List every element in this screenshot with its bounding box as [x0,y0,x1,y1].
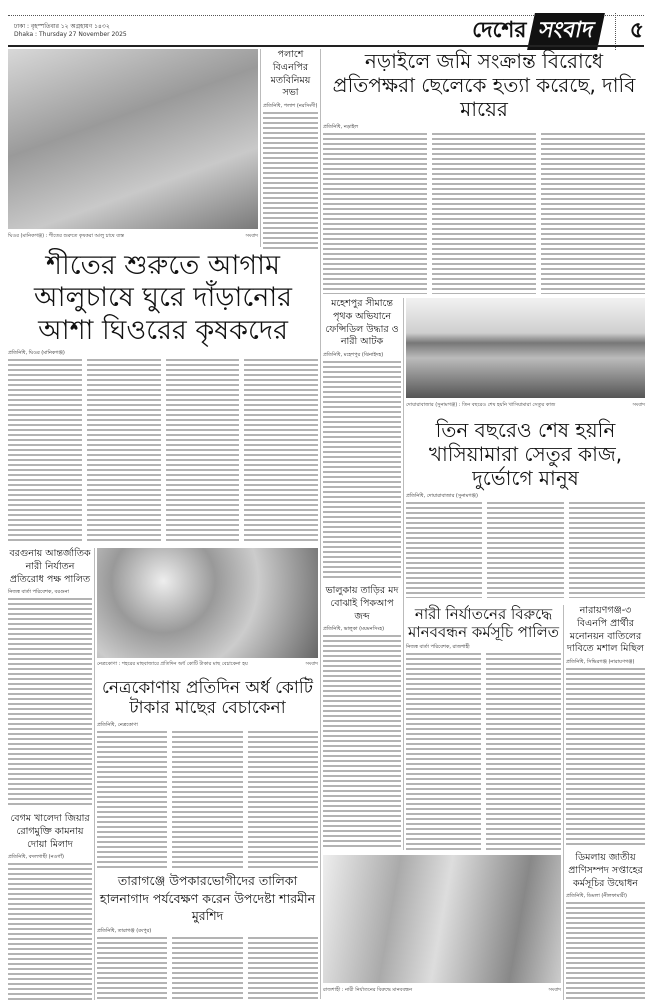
byline-taraganj: প্রতিনিধি, তারাগঞ্জ (রংপুর) [97,927,152,934]
body-barguna-columns [8,598,92,808]
story-maheshpur [323,298,401,580]
body-potato-col4 [244,359,318,544]
byline-narayanganj: প্রতিনিধি, সিদ্ধিরগঞ্জ (নারায়ণগঞ্জ) [566,659,635,666]
photo-human-chain [323,855,561,983]
body-khaleda-zia [8,863,92,1001]
date-bangla: ঢাকা : বৃহস্পতিবার ১২ অগ্রহায়ণ ১৪৩২ [14,23,110,30]
body-maheshpur-columns [323,361,401,580]
caption-credit: সংবাদ [632,402,645,408]
body-potato-col3 [166,359,240,544]
story-bhaluka [323,585,401,850]
body-rajshahi-columns [406,653,561,850]
byline-barguna: নিজস্ব বার্তা পরিবেশক, বরগুনা [8,589,69,596]
caption-text: দোয়ারাবাজার (সুনামগঞ্জ) : তিন বছরেও শেষ হয়নি খাসিয়ামারা সেতুর কাজ [406,402,556,408]
story-potato [8,250,318,544]
body-netrokona-col2 [172,731,242,868]
byline-bridge: প্রতিনিধি, দোয়ারাবাজার (সুনামগঞ্জ) [406,493,478,499]
caption-photo-1 [8,233,258,239]
body-taraganj-col3 [248,937,318,1002]
story-narayanganj [566,605,645,848]
column-divider [403,298,404,850]
body-narayanganj-columns [566,668,645,848]
headline-narayanganj: নারায়ণগঞ্জ-৩ বিএনপি প্রার্থীর মনোনয়ন বাতিলের দাবিতে মশাল মিছিল [566,605,644,655]
byline-rajshahi: নিজস্ব বার্তা পরিবেশক, রাজশাহী [406,644,470,650]
byline-netrokona: প্রতিনিধি, নেত্রকোণা [97,721,138,728]
caption-photo-2 [406,402,645,408]
story-dimla [566,852,645,1001]
story-palash [263,49,318,249]
byline-bhaluka: প্রতিনিধি, ভালুকা (ময়মনসিংহ) [323,626,385,633]
body-rajshahi-col2 [486,653,561,850]
body-rajshahi-col1 [406,653,481,850]
caption-credit: সংবাদ [305,661,318,667]
story-bridge [406,418,645,598]
date-english: Dhaka : Thursday 27 November 2025 [14,31,127,38]
body-netrokona-columns [97,731,318,868]
body-narail-col1 [323,133,427,294]
photo-fish-market [97,548,318,658]
body-bhaluka-columns [323,635,401,850]
body-bridge-columns [406,502,645,598]
body-netrokona-col3 [248,731,318,868]
body-taraganj-columns [97,937,318,1002]
caption-credit: সংবাদ [548,987,561,993]
headline-palash: পলাশে বিএনপির মতবিনিময় সভা [270,49,311,99]
body-taraganj-col1 [97,937,167,1002]
headline-khaleda-zia: বেগম খালেদা জিয়ার রোগমুক্তি কামনায় দোয়া মিলাদ [10,813,90,850]
headline-potato: শীতের শুরুতে আগাম আলুচাষে ঘুরে দাঁড়ানোর আশা ঘিওরের কৃষকদের [33,250,293,346]
body-narayanganj [566,668,645,848]
body-palash-columns [263,112,318,249]
header-bottom-rule [8,45,644,47]
body-potato-col2 [87,359,161,544]
body-bhaluka [323,635,401,850]
body-palash [263,112,318,249]
body-barguna [8,598,92,808]
byline-khaleda-zia: প্রতিনিধি, বদলগাছী (নওগাঁ) [8,854,64,861]
story-taraganj [97,872,318,1001]
headline-bhaluka: ভালুকায় তাড়ির মদ বোঝাই পিকআপ জব্দ [325,585,399,622]
header-date [8,23,472,39]
body-bridge-col2 [487,502,563,598]
section-logo-part1: দেশের [472,16,527,43]
byline-narail: প্রতিনিধি, নড়াইল [323,124,359,130]
body-narail-columns [323,133,645,294]
section-logo-part2: সংবাদ [527,13,605,50]
body-bridge-col1 [406,502,482,598]
headline-netrokona: নেত্রকোণায় প্রতিদিন অর্ধ কোটি টাকার মাছের বেচাকেনা [102,678,313,719]
page-number: ৫ [615,13,644,50]
caption-text: নেত্রকোণা : শহরের মাছবাজারে প্রতিদিন অর্ধ কোটি টাকার মাছ বেচাকেনা হয় [97,661,248,667]
headline-maheshpur: মহেশপুর সীমান্তে পৃথক অভিযানে ফেন্সিডিল উদ্ধার ও নারী আটক [325,298,399,348]
body-khaleda-zia-columns [8,863,92,1001]
body-maheshpur [323,361,401,580]
column-divider [320,49,321,999]
body-narail-col3 [541,133,645,294]
story-netrokona [97,678,318,868]
body-narail-col2 [432,133,536,294]
story-barguna [8,548,92,808]
headline-bridge: তিন বছরেও শেষ হয়নি খাসিয়ামারা সেতুর কাজ, দুর্ভোগে মানুষ [428,418,623,490]
caption-text: রাজশাহী : নারী নির্যাতনের বিরুদ্ধে মানববন্ধন [323,987,413,993]
byline-palash: প্রতিনিধি, পলাশ (নরসিংদী) [263,103,318,110]
story-rajshahi [406,605,561,850]
column-divider [563,605,564,1000]
headline-dimla: ডিমলায় জাতীয় প্রাণিসম্পদ সপ্তাহের কর্মসূচির উদ্বোধন [568,852,643,889]
column-divider [260,49,261,247]
photo-bridge [406,298,645,398]
byline-dimla: প্রতিনিধি, ডিমলা (নীলফামারী) [566,893,627,900]
headline-narail: নড়াইলে জমি সংক্রান্ত বিরোধে প্রতিপক্ষরা ছেলেকে হত্যা করেছে, দাবি মায়ের [332,49,636,121]
story-narail [323,49,645,294]
body-potato-col1 [8,359,82,544]
caption-photo-3 [97,661,318,667]
caption-text: ঘিওর (মানিকগঞ্জ) : শীতের শুরুতে কৃষকরা আলু চাষে ব্যস্ত [8,233,124,239]
headline-rajshahi: নারী নির্যাতনের বিরুদ্ধে মানববন্ধন কর্মসূচি পালিত [407,605,560,641]
byline-potato: প্রতিনিধি, ঘিওর (মানিকগঞ্জ) [8,350,65,357]
body-taraganj-col2 [172,937,242,1002]
byline-maheshpur: প্রতিনিধি, মহেশপুর (ঝিনাইদহ) [323,352,384,359]
section-logo [472,13,601,50]
column-divider [94,548,95,1000]
headline-taraganj: তারাগঞ্জে উপকারভোগীদের তালিকা হালনাগাদ পর্যবেক্ষণ করেন উপদেষ্টা শারমীন মুরশিদ [99,873,316,923]
story-khaleda-zia [8,813,92,1001]
caption-credit: সংবাদ [245,233,258,239]
body-dimla [566,902,645,1001]
page-header [8,18,644,44]
body-dimla-columns [566,902,645,1001]
body-potato-columns [8,359,318,544]
photo-potato-farmers [8,49,258,229]
headline-barguna: বরগুনায় আন্তর্জাতিক নারী নির্যাতন প্রতিরোধ পক্ষ পালিত [9,548,91,585]
caption-photo-4 [323,987,561,993]
body-netrokona-col1 [97,731,167,868]
body-bridge-col3 [569,502,645,598]
